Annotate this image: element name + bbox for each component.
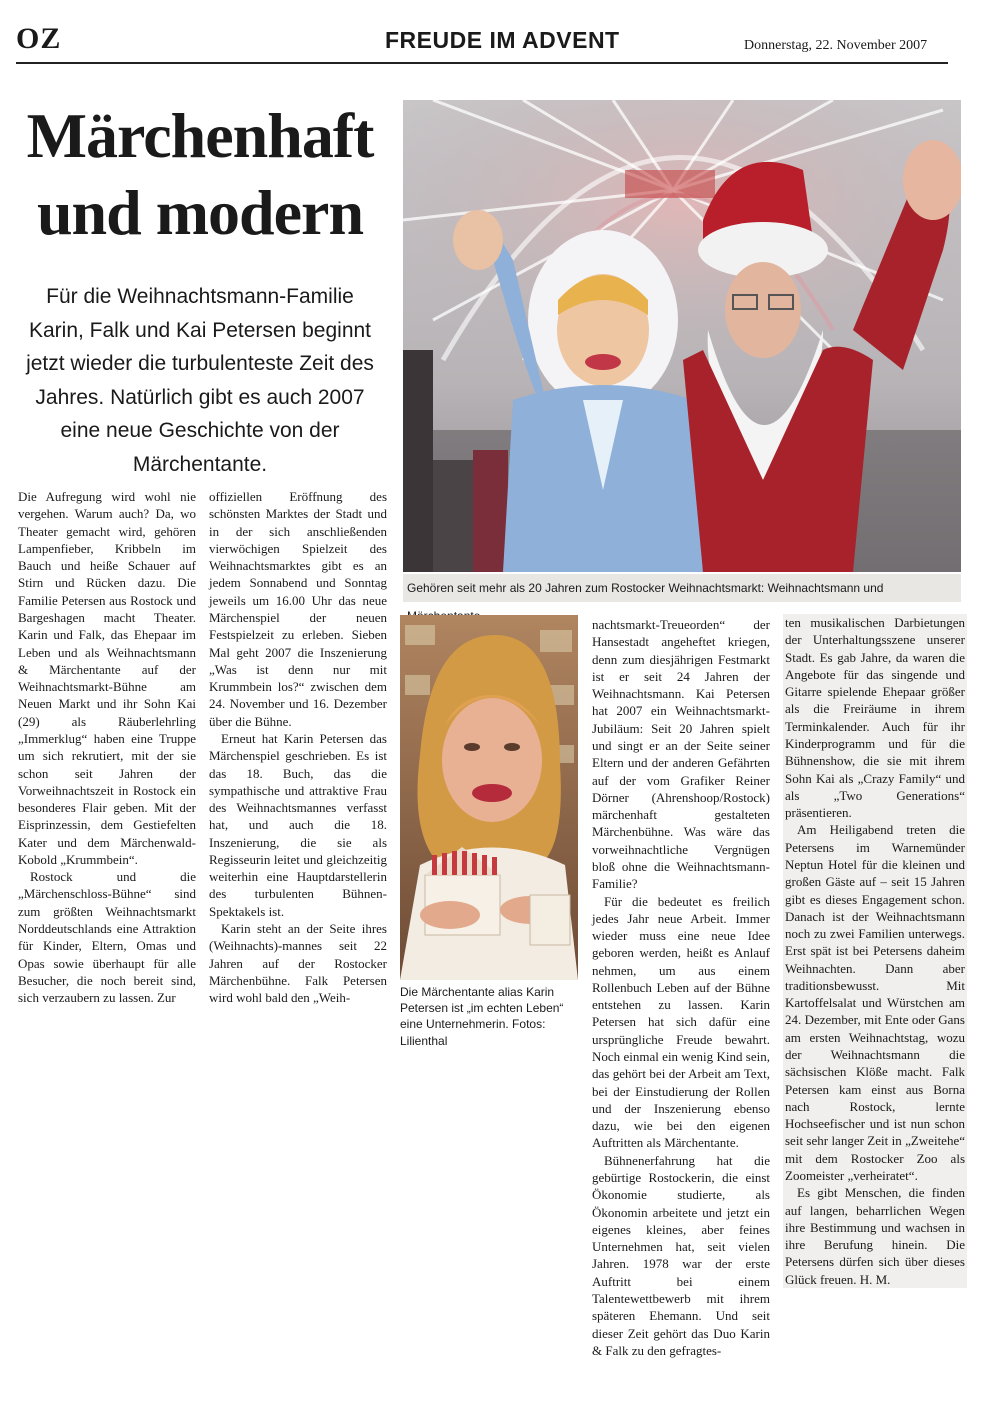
- section-title: FREUDE IM ADVENT: [385, 27, 620, 53]
- second-photo-caption: Die Märchentante alias Karin Petersen ist „im echten Leben“ eine Unternehmerin. Fotos: Lilienthal: [400, 985, 564, 1048]
- paragraph: ten musikalischen Darbietungen der Unterhaltungsszene unserer Stadt. Es gab Jahre, da waren die Angebote für das singende und Gitarre spielende Ehepaar größer als die Freiräume in ihrem Terminkalender. Auch für ihr Kinderprogramm und für die Bühnenshow, die sie mit ihrem Sohn Kai als „Crazy Family“ und als „Two Generations“ präsentieren.: [785, 615, 965, 821]
- main-photo-illustration: [403, 100, 961, 572]
- photo-santa-and-fairy-tale-aunt: [403, 100, 961, 572]
- paragraph: Erneut hat Karin Petersen das Märchenspiel geschrieben. Es ist das 18. Buch, das die sympathische und attraktive Frau des Weihnachtsmannes verfasst hat, und auch die 18. Inszenierung, die sie als Regisseurin leitet und gleichzeitig weiterhin eine Hauptdarstellerin des turbulenten Bühnen-Spektakels ist.: [209, 730, 387, 919]
- paragraph: Am Heiligabend treten die Petersens im Warnemünder Neptun Hotel für die kleinen und großen Gäste auf – seit 15 Jahren gibt es dieses Engagement schon. Danach ist der Weihnachtsmann noch zu zwei Familien unterwegs. Erst spät ist bei Petersens daheim Weihnachten. Dann aber traditionsbewusst. Mit Kartoffelsalat und Würstchen am 24. Dezember, mit Ente oder Gans am ersten Weihnachtstag, wozu der Weihnachtsmann die sächsischen Klöße macht. Falk Petersen kam einst aus Borna nach Rostock, lernte Hochseefischer und ist nun schon seit sehr langer Zeit in „Zweitehe“ mit dem Rostocker Zoo als Zoomeister „verheiratet“.: [785, 822, 965, 1183]
- paragraph: Karin steht an der Seite ihres (Weihnachts)-mannes seit 22 Jahren auf der Rostocker Märchenbühne. Falk Petersen wird wohl bald den „Weih-: [209, 921, 387, 1006]
- paragraph: Bühnenerfahrung hat die gebürtige Rostockerin, die einst Ökonomie studierte, als Ökonomin arbeitete und jetzt ein eigenes kleines, aber feines Unternehmen hat, seit vielen Jahren. 1978 war der erste Auftritt bei einem Talentewettbewerb mit ihrem späteren Ehemann. Und seit dieser Zeit gehört das Duo Karin & Falk zu den gefragtes-: [592, 1152, 770, 1358]
- article-column-2: [209, 488, 387, 1006]
- article-headline: [20, 98, 380, 252]
- paragraph: nachtsmarkt-Treueorden“ der Hansestadt angeheftet kriegen, denn zum diesjährigen Festmarkt ist er seit 24 Jahren der Weihnachtsmann. Kai Petersen hat 2007 ein Weihnachtsmarkt-Jubiläum: Seit 20 Jahren spielt und singt er an der Seite seiner Eltern und der anderen Gefährten auf der vom Grafiker Reiner Dörner (Ahrenshoop/Rostock) märchenhaft gestalteten Märchenbühne. Was wäre das vorweihnachtliche Vergnügen bloß ohne die Weihnachtsmann-Familie?: [592, 617, 770, 892]
- paragraph: Es gibt Menschen, die finden auf langen, beharrlichen Wegen ihre Bestimmung und wachsen in ihre Berufung hinein. Die Petersens dürfen sich über dieses Glück freuen. H. M.: [785, 1185, 965, 1287]
- issue-date: Donnerstag, 22. November 2007: [744, 38, 928, 53]
- article-column-1: [18, 488, 196, 1006]
- photo-karin-petersen: [400, 615, 578, 980]
- headline-line-1: Märchenhaft: [26, 100, 374, 171]
- second-photo-illustration: [400, 615, 578, 980]
- article-deck: Für die Weihnachtsmann-Familie Karin, Falk und Kai Petersen beginnt jetzt wieder die turbulenteste Zeit des Jahres. Natürlich gibt es auch 2007 eine neue Geschichte von der Märchentante.: [26, 285, 374, 476]
- headline-line-2: und modern: [36, 176, 364, 248]
- paragraph: Für die bedeutet es freilich jedes Jahr neue Arbeit. Immer wieder muss eine neue Idee geboren werden, heißt es Anlauf nehmen, um aus einem Rollenbuch Leben auf der Bühne entstehen zu lassen. Karin Petersen hat sich dafür eine ursprüngliche Freude bewahrt. Noch einmal ein wenig Kind sein, das gehört bei der Arbeit am Text, bei der Einstudierung der Rollen und der Inszenierung ebenso dazu, wie bei den eigenen Auftritten als Märchentante.: [592, 893, 770, 1151]
- main-photo-caption: Gehören seit mehr als 20 Jahren zum Rostocker Weihnachtsmarkt: Weihnachtsmann und: [403, 574, 961, 602]
- article-column-3: [592, 616, 770, 1359]
- paragraph: offiziellen Eröffnung des schönsten Marktes der Stadt und in der sich anschließenden vierwöchigen Spielzeit des Weihnachtsmarktes gibt es an jedem Sonnabend und Sonntag jeweils um 16.00 Uhr das neue Märchenspiel der neuen Festspielzeit zu erleben. Sieben Mal geht 2007 die Inszenierung „Was ist denn nur mit Krummbein los?“ zwischen dem 24. November und 16. Dezember über die Bühne.: [209, 489, 387, 729]
- masthead-divider: [16, 62, 948, 64]
- article-column-4: [783, 614, 967, 1288]
- paragraph: Die Aufregung wird wohl nie vergehen. Warum auch? Da, wo Theater gemacht wird, gehören Lampenfieber, Kribbeln im Bauch und heiße Schauer auf Stirn und Rücken dazu. Die Familie Petersen aus Rostock und Bargeshagen macht Theater. Karin und Falk, das Ehepaar im Leben und als Weihnachtsmann & Märchentante auf der Weihnachtsmarkt-Bühne am Neuen Markt und ihr Sohn Kai (29) als Räuberlehrling „Immerklug“ haben eine Truppe um sich rekrutiert, mit der sie schon seit Jahren der Vorweihnachtszeit in Rostock ein besonderes Flair geben. Mit der Eisprinzessin, dem Gestiefelten Kater und dem Märchenwald-Kobold „Krummbein“.: [18, 489, 196, 867]
- newspaper-logo: OZ: [16, 22, 62, 55]
- paragraph: Rostock und die „Märchenschloss-Bühne“ sind zum größten Weihnachtsmarkt Norddeutschlands eine Attraktion für Kinder, Eltern, Omas und Opas sowie überhaupt für alle Besucher, die noch bereit sind, sich verzaubern zu lassen. Zur: [18, 869, 196, 1006]
